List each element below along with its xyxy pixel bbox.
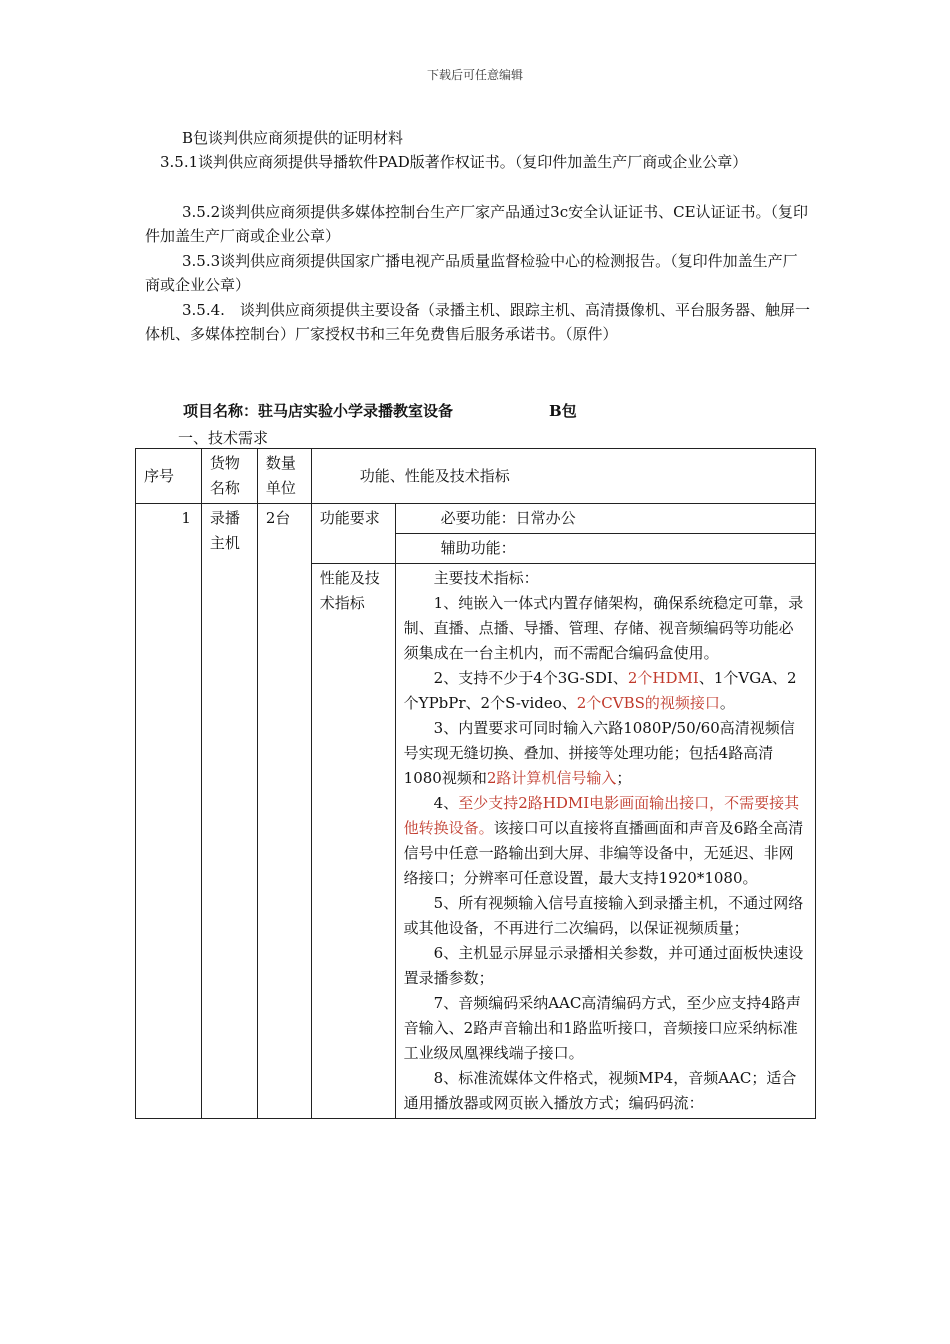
spec-title: 主要技术指标： xyxy=(433,569,539,587)
row-goods: 录播主机 xyxy=(201,504,257,1119)
perf-label: 性能及技术指标 xyxy=(311,564,395,1119)
header-no: 序号 xyxy=(136,449,202,504)
spec-item-1: 1、纯嵌入一体式内置存储架构，确保系统稳定可靠，录制、直播、点播、导播、管理、存储、视音频编码等功能必须集成在一台主机内，而不需配合编码盒使用。 xyxy=(403,594,804,662)
func-label: 功能要求 xyxy=(311,504,395,564)
intro-item-3: 3.5.3谈判供应商须提供国家广播电视产品质量监督检验中心的检测报告。（复印件加盖生产厂商或企业公章） xyxy=(145,252,798,294)
table-row xyxy=(136,504,816,534)
header-qty: 数量单位 xyxy=(257,449,311,504)
row-no: 1 xyxy=(136,504,202,1119)
header-goods: 货物名称 xyxy=(201,449,257,504)
func-required: 必要功能：日常办公 xyxy=(395,504,815,534)
header-spec: 功能、性能及技术指标 xyxy=(311,449,815,504)
spec-cell xyxy=(395,564,815,1119)
intro-heading: B包谈判供应商须提供的证明材料 xyxy=(182,129,404,147)
intro-item-1: 3.5.1谈判供应商须提供导播软件PAD版著作权证书。（复印件加盖生产厂商或企业公章） xyxy=(160,153,748,171)
section-heading: 一、技术需求 xyxy=(178,429,269,447)
project-title: 项目名称：驻马店实验小学录播教室设备 B包 xyxy=(183,402,577,420)
row-qty: 2台 xyxy=(257,504,311,1119)
spec-item-4: 4、至少支持2路HDMI电影画面输出接口，不需要接其他转换设备。该接口可以直接将直播画面和声音及6路全高清信号中任意一路输出到大屏、非编等设备中，无延迟、非网络接口；分辨率可任意设置，最大支持1920*1080。 xyxy=(403,794,804,887)
intro-item-2: 3.5.2谈判供应商须提供多媒体控制台生产厂家产品通过3c安全认证证书、CE认证证书。（复印件加盖生产厂商或企业公章） xyxy=(145,203,809,245)
func-aux: 辅助功能： xyxy=(395,534,815,564)
intro-item-4: 3.5.4. 谈判供应商须提供主要设备（录播主机、跟踪主机、高清摄像机、平台服务器、触屏一体机、多媒体控制台）厂家授权书和三年免费售后服务承诺书。（原件） xyxy=(145,301,810,343)
spec-item-5: 5、所有视频输入信号直接输入到录播主机，不通过网络或其他设备，不再进行二次编码，以保证视频质量； xyxy=(403,894,804,937)
spec-item-2: 2、支持不少于4个3G-SDI、2个HDMI、1个VGA、2个YPbPr、2个S-video、2个CVBS的视频接口。 xyxy=(403,669,797,712)
page-header: 下载后可任意编辑 xyxy=(426,68,523,82)
tech-requirements-table xyxy=(135,448,816,1119)
table-header-row xyxy=(136,449,816,504)
spec-item-6: 6、主机显示屏显示录播相关参数，并可通过面板快速设置录播参数； xyxy=(403,944,804,987)
spec-item-8: 8、标准流媒体文件格式，视频MP4，音频AAC；适合通用播放器或网页嵌入播放方式；编码码流： xyxy=(403,1069,797,1112)
package-label: B包 xyxy=(549,402,577,420)
spec-item-3: 3、内置要求可同时输入六路1080P/50/60高清视频信号实现无缝切换、叠加、拼接等处理功能；包括4路高清1080视频和2路计算机信号输入； xyxy=(403,719,795,787)
spec-item-7: 7、音频编码采纳AAC高清编码方式，至少应支持4路声音输入、2路声音输出和1路监听接口，音频接口应采纳标准工业级凤凰裸线端子接口。 xyxy=(403,994,801,1062)
